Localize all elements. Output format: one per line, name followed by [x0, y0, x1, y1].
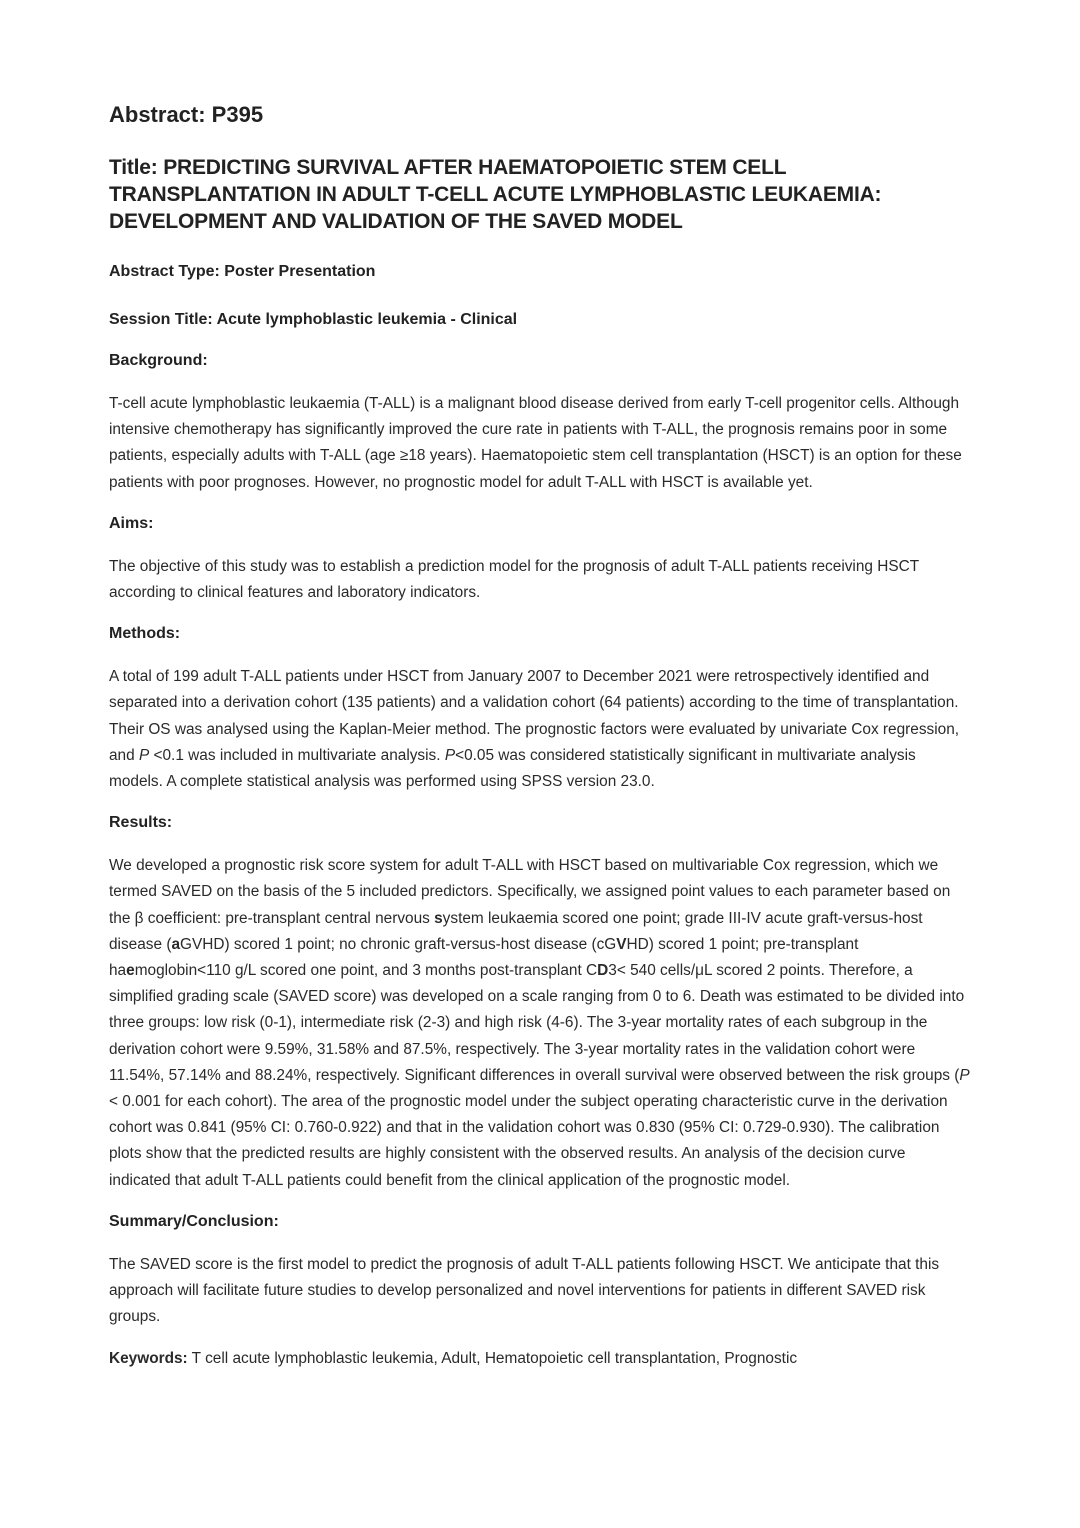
methods-heading: Methods:	[109, 625, 181, 643]
acronym-letter-a: a	[171, 935, 181, 953]
results-text	[109, 853, 971, 1194]
keywords-label: Keywords:	[109, 1350, 188, 1368]
methods-text-part: <0.05 was considered statistically significant in multivariate analysis models. A complete statistical analysis was performed using SPSS version 23.0.	[109, 746, 916, 791]
acronym-letter-s: s	[434, 909, 443, 927]
results-heading: Results:	[109, 814, 173, 832]
methods-text	[109, 664, 971, 795]
background-heading: Background:	[109, 352, 208, 369]
methods-text-part: <0.1 was included in multivariate analysis.	[149, 746, 445, 764]
background-text: T-cell acute lymphoblastic leukaemia (T-ALL) is a malignant blood disease derived from early T-cell progenitor cells. Although intensive chemotherapy has significantly improved the cure rate in patients with T-ALL, the prognosis remains poor in some patients, especially adults with T-ALL (age ≥18 years). Haematopoietic stem cell transplantation (HSCT) is an option for these patients with poor prognoses. However, no prognostic model for adult T-ALL with HSCT is available yet.	[109, 395, 962, 491]
aims-text: The objective of this study was to establish a prediction model for the prognosis of adult T-ALL patients receiving HSCT according to clinical features and laboratory indicators.	[109, 557, 919, 602]
results-text-part: ystem leukaemia scored one point; grade III-IV acute graft-versus-host disease (	[109, 909, 923, 953]
acronym-letter-d: D	[597, 962, 609, 980]
keywords-text: T cell acute lymphoblastic leukemia, Adult, Hematopoietic cell transplantation, Prognostic	[187, 1350, 798, 1368]
methods-text-part: A total of 199 adult T-ALL patients under HSCT from January 2007 to December 2021 were retrospectively identified and separated into a derivation cohort (135 patients) and a validation cohort (64 patients) according to the time of transplantation. Their OS was analysed using the Kaplan-Meier method. The prognostic factors were evaluated by univariate Cox regression, and	[109, 668, 960, 764]
results-text-part: GVHD) scored 1 point; no chronic graft-versus-host disease (cG	[180, 935, 617, 953]
results-text-part: moglobin<110 g/L scored one point, and 3 months post-transplant C	[134, 962, 598, 980]
p-value-symbol: P	[444, 746, 456, 764]
session-title: Session Title: Acute lymphoblastic leukemia - Clinical	[109, 311, 518, 328]
abstract-id: Abstract: P395	[109, 102, 264, 127]
abstract-title: Title: PREDICTING SURVIVAL AFTER HAEMATOPOIETIC STEM CELL TRANSPLANTATION IN ADULT T-CELL ACUTE LYMPHOBLASTIC LEUKAEMIA: DEVELOPMENT AND VALIDATION OF THE SAVED MODEL	[109, 156, 882, 233]
acronym-letter-e: e	[126, 962, 135, 980]
p-value-symbol: P	[959, 1066, 970, 1084]
results-text-part: We developed a prognostic risk score system for adult T-ALL with HSCT based on multivariable Cox regression, which we termed SAVED on the basis of the 5 included predictors. Specifically, we assigned point values to each parameter based on the β coefficient: pre-transplant central nervous	[109, 857, 951, 927]
conclusion-heading: Summary/Conclusion:	[109, 1212, 279, 1230]
abstract-type: Abstract Type: Poster Presentation	[109, 263, 376, 280]
acronym-letter-v: V	[616, 935, 627, 953]
p-value-symbol: P	[138, 746, 150, 764]
aims-heading: Aims:	[109, 514, 154, 532]
keywords	[109, 1347, 971, 1371]
results-text-part: < 0.001 for each cohort). The area of the prognostic model under the subject operating characteristic curve in the derivation cohort was 0.841 (95% CI: 0.760-0.922) and that in the validation cohort was 0.830 (95% CI: 0.729-0.930). The calibration plots show that the predicted results are highly consistent with the observed results. An analysis of the decision curve indicated that adult T-ALL patients could benefit from the clinical application of the prognostic model.	[109, 1093, 948, 1189]
results-text-part: 3< 540 cells/μL scored 2 points. Therefore, a simplified grading scale (SAVED score) was developed on a scale ranging from 0 to 6. Death was estimated to be divided into three groups: low risk (0-1), intermediate risk (2-3) and high risk (4-6). The 3-year mortality rates of each subgroup in the derivation cohort were 9.59%, 31.58% and 87.5%, respectively. The 3-year mortality rates in the validation cohort were 11.54%, 57.14% and 88.24%, respectively. Significant differences in overall survival were observed between the risk groups (	[109, 962, 965, 1084]
conclusion-text: The SAVED score is the first model to predict the prognosis of adult T-ALL patients following HSCT. We anticipate that this approach will facilitate future studies to develop personalized and novel interventions for patients in different SAVED risk groups.	[109, 1255, 940, 1326]
abstract-page	[109, 100, 971, 1371]
results-text-part: HD) scored 1 point; pre-transplant ha	[109, 935, 859, 980]
